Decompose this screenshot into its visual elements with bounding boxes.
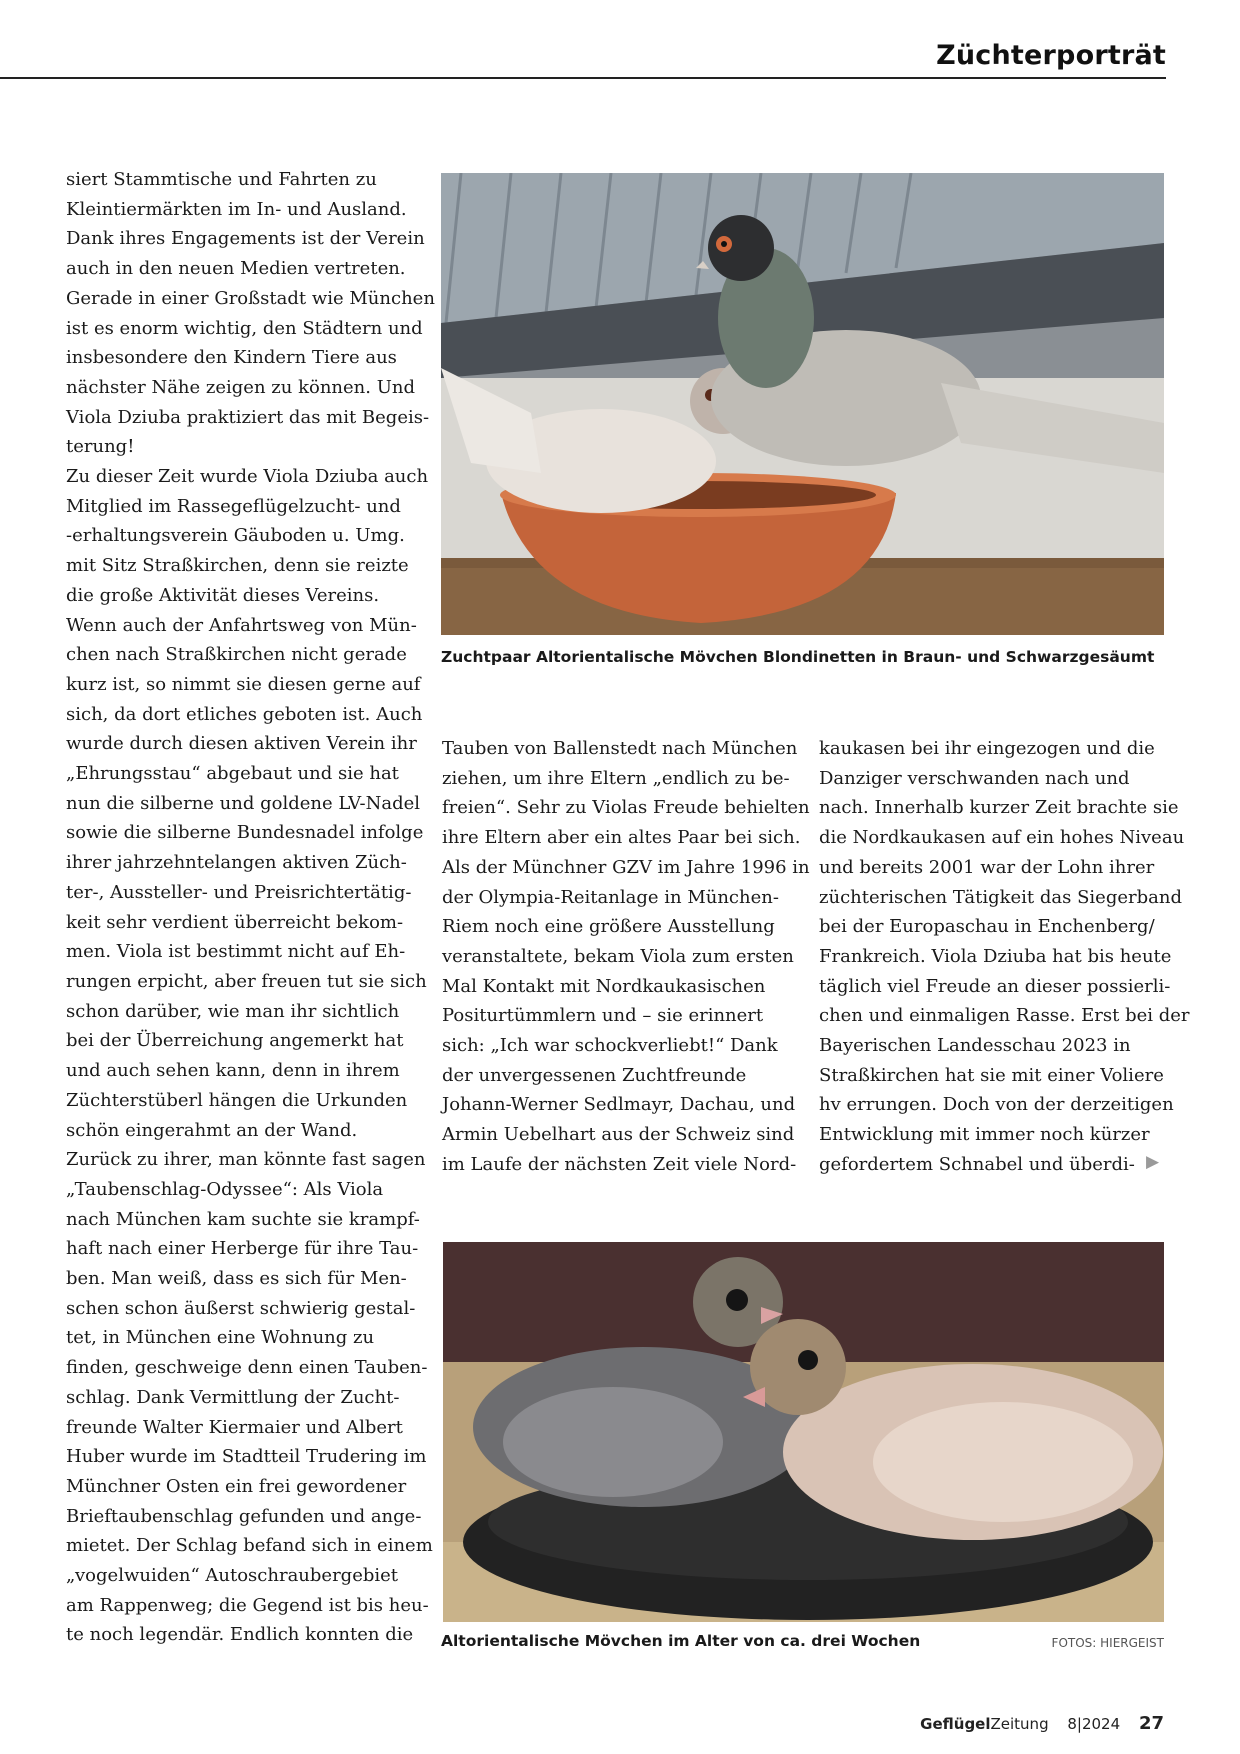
text-line: veranstaltete, bekam Viola zum ersten xyxy=(442,945,794,967)
magazine-name-bold: Geflügel xyxy=(920,1715,991,1733)
text-line: ist es enorm wichtig, den Städtern und xyxy=(66,317,423,339)
text-line: Johann-Werner Sedlmayr, Dachau, und xyxy=(442,1094,796,1116)
text-line: te noch legendär. Endlich konnten die xyxy=(66,1624,414,1646)
text-line: „vogelwuiden“ Autoschraubergebiet xyxy=(66,1565,399,1587)
header-rule xyxy=(0,77,1166,79)
text-line: schon darüber, wie man ihr sichtlich xyxy=(66,1000,400,1022)
text-line: Tauben von Ballenstedt nach München xyxy=(442,738,798,759)
text-line: sowie die silberne Bundesnadel infolge xyxy=(66,822,424,844)
photo-squabs xyxy=(443,1242,1164,1622)
text-line: die große Aktivität dieses Vereins. xyxy=(66,584,380,606)
text-line: und bereits 2001 war der Lohn ihrer xyxy=(819,856,1155,878)
text-line: ihre Eltern aber ein altes Paar bei sich. xyxy=(442,827,801,849)
text-column-middle xyxy=(442,734,810,1180)
text-line: Brieftaubenschlag gefunden und ange- xyxy=(66,1505,422,1527)
text-line: chen und einmaligen Rasse. Erst bei der xyxy=(819,1005,1190,1027)
text-line: sich: „Ich war schockverliebt!“ Dank xyxy=(442,1035,778,1057)
text-column-right xyxy=(819,734,1190,1180)
text-line: chen nach Straßkirchen nicht gerade xyxy=(66,644,407,666)
text-line: bei der Europaschau in Enchenberg/ xyxy=(819,916,1155,938)
text-line: ziehen, um ihre Eltern „endlich zu be- xyxy=(442,767,790,789)
text-line: nach. Innerhalb kurzer Zeit brachte sie xyxy=(819,797,1179,819)
text-line: insbesondere den Kindern Tiere aus xyxy=(66,347,397,369)
text-line: Entwicklung mit immer noch kürzer xyxy=(819,1124,1150,1146)
breeding-pair-illustration xyxy=(441,173,1164,635)
text-line: Kleintiermärkten im In- und Ausland. xyxy=(66,198,407,220)
text-line: men. Viola ist bestimmt nicht auf Eh- xyxy=(66,941,406,963)
text-line: auch in den neuen Medien vertreten. xyxy=(66,258,406,280)
text-line: sich, da dort etliches geboten ist. Auch xyxy=(66,703,423,725)
text-line: hv errungen. Doch von der derzeitigen xyxy=(819,1094,1174,1116)
text-line: gefordertem Schnabel und überdi- xyxy=(819,1153,1135,1175)
text-line: nun die silberne und goldene LV-Nadel xyxy=(66,792,420,814)
text-line: finden, geschweige denn einen Tauben- xyxy=(66,1357,428,1379)
text-line: freunde Walter Kiermaier und Albert xyxy=(66,1416,403,1438)
text-line: siert Stammtische und Fahrten zu xyxy=(66,169,377,190)
text-line: im Laufe der nächsten Zeit viele Nord- xyxy=(442,1153,797,1175)
text-line: Münchner Osten ein frei gewordener xyxy=(66,1475,407,1497)
text-line: Armin Uebelhart aus der Schweiz sind xyxy=(442,1124,795,1146)
continue-icon: ▶ xyxy=(1146,1152,1160,1172)
text-line: ter-, Aussteller- und Preisrichtertätig- xyxy=(66,881,412,903)
text-line: Straßkirchen hat sie mit einer Voliere xyxy=(819,1064,1164,1086)
text-line: kaukasen bei ihr eingezogen und die xyxy=(819,738,1155,759)
text-line: terung! xyxy=(66,436,135,458)
text-line: Als der Münchner GZV im Jahre 1996 in xyxy=(442,856,810,878)
text-column-left xyxy=(66,165,435,1650)
text-line: Züchterstüberl hängen die Urkunden xyxy=(66,1089,408,1111)
text-line: Viola Dziuba praktiziert das mit Begeis- xyxy=(66,406,430,428)
text-line: Danziger verschwanden nach und xyxy=(819,767,1130,789)
footer xyxy=(920,1713,1164,1734)
text-line: kurz ist, so nimmt sie diesen gerne auf xyxy=(66,673,421,695)
text-line: Frankreich. Viola Dziuba hat bis heute xyxy=(819,945,1172,967)
text-line: Dank ihres Engagements ist der Verein xyxy=(66,228,425,250)
text-line: schen schon äußerst schwierig gestal- xyxy=(66,1297,416,1319)
text-line: Huber wurde im Stadtteil Trudering im xyxy=(66,1446,427,1468)
text-line: ben. Man weiß, dass es sich für Men- xyxy=(66,1268,407,1290)
text-line: nach München kam suchte sie krampf- xyxy=(66,1208,420,1230)
caption-squabs: Altorientalische Mövchen im Alter von ca. drei Wochen xyxy=(441,1632,921,1650)
text-line: Zu dieser Zeit wurde Viola Dziuba auch xyxy=(66,466,429,488)
page-number: 27 xyxy=(1138,1713,1164,1734)
text-line: Wenn auch der Anfahrtsweg von Mün- xyxy=(66,614,417,636)
text-line: Mitglied im Rassegeflügelzucht- und xyxy=(66,495,401,517)
text-line: Gerade in einer Großstadt wie München xyxy=(66,287,435,309)
caption-breeding-pair: Zuchtpaar Altorientalische Mövchen Blondinetten in Braun- und Schwarzgesäumt xyxy=(441,648,1155,666)
text-line: schlag. Dank Vermittlung der Zucht- xyxy=(66,1386,400,1408)
magazine-name-regular: Zeitung xyxy=(990,1715,1049,1733)
text-line: der unvergessenen Zuchtfreunde xyxy=(442,1064,747,1086)
text-line: Positurtümmlern und – sie erinnert xyxy=(442,1005,764,1027)
text-line: -erhaltungsverein Gäuboden u. Umg. xyxy=(66,525,405,547)
photo-breeding-pair xyxy=(441,173,1164,635)
text-line: keit sehr verdient überreicht bekom- xyxy=(66,911,404,933)
section-title: Züchterporträt xyxy=(936,40,1166,71)
text-line: mietet. Der Schlag befand sich in einem xyxy=(66,1535,433,1557)
squabs-illustration xyxy=(443,1242,1164,1622)
text-line: Zurück zu ihrer, man könnte fast sagen xyxy=(66,1149,426,1171)
photo-credit: FOTOS: HIERGEIST xyxy=(1051,1636,1164,1650)
text-line: mit Sitz Straßkirchen, denn sie reizte xyxy=(66,555,409,577)
text-line: Riem noch eine größere Ausstellung xyxy=(442,916,775,938)
text-line: „Ehrungsstau“ abgebaut und sie hat xyxy=(66,763,399,785)
text-line: züchterischen Tätigkeit das Siegerband xyxy=(819,886,1182,908)
text-line: nächster Nähe zeigen zu können. Und xyxy=(66,376,415,398)
text-line: „Taubenschlag-Odyssee“: Als Viola xyxy=(66,1178,384,1200)
text-line: wurde durch diesen aktiven Verein ihr xyxy=(66,733,417,755)
text-line: tet, in München eine Wohnung zu xyxy=(66,1327,375,1349)
text-line: freien“. Sehr zu Violas Freude behielten xyxy=(442,797,810,819)
text-line: die Nordkaukasen auf ein hohes Niveau xyxy=(819,827,1185,849)
text-line: haft nach einer Herberge für ihre Tau- xyxy=(66,1238,419,1260)
text-line: Bayerischen Landesschau 2023 in xyxy=(819,1035,1131,1057)
issue-number: 8|2024 xyxy=(1067,1715,1121,1733)
text-line: ihrer jahrzehntelangen aktiven Züch- xyxy=(66,852,407,874)
text-line: der Olympia-Reitanlage in München- xyxy=(442,886,779,908)
text-line: täglich viel Freude an dieser possierli- xyxy=(819,975,1171,997)
text-line: rungen erpicht, aber freuen tut sie sich xyxy=(66,970,427,992)
text-line: Mal Kontakt mit Nordkaukasischen xyxy=(442,975,766,997)
text-line: am Rappenweg; die Gegend ist bis heu- xyxy=(66,1594,429,1616)
text-line: bei der Überreichung angemerkt hat xyxy=(66,1030,404,1052)
text-line: schön eingerahmt an der Wand. xyxy=(66,1119,358,1141)
text-line: und auch sehen kann, denn in ihrem xyxy=(66,1060,400,1082)
